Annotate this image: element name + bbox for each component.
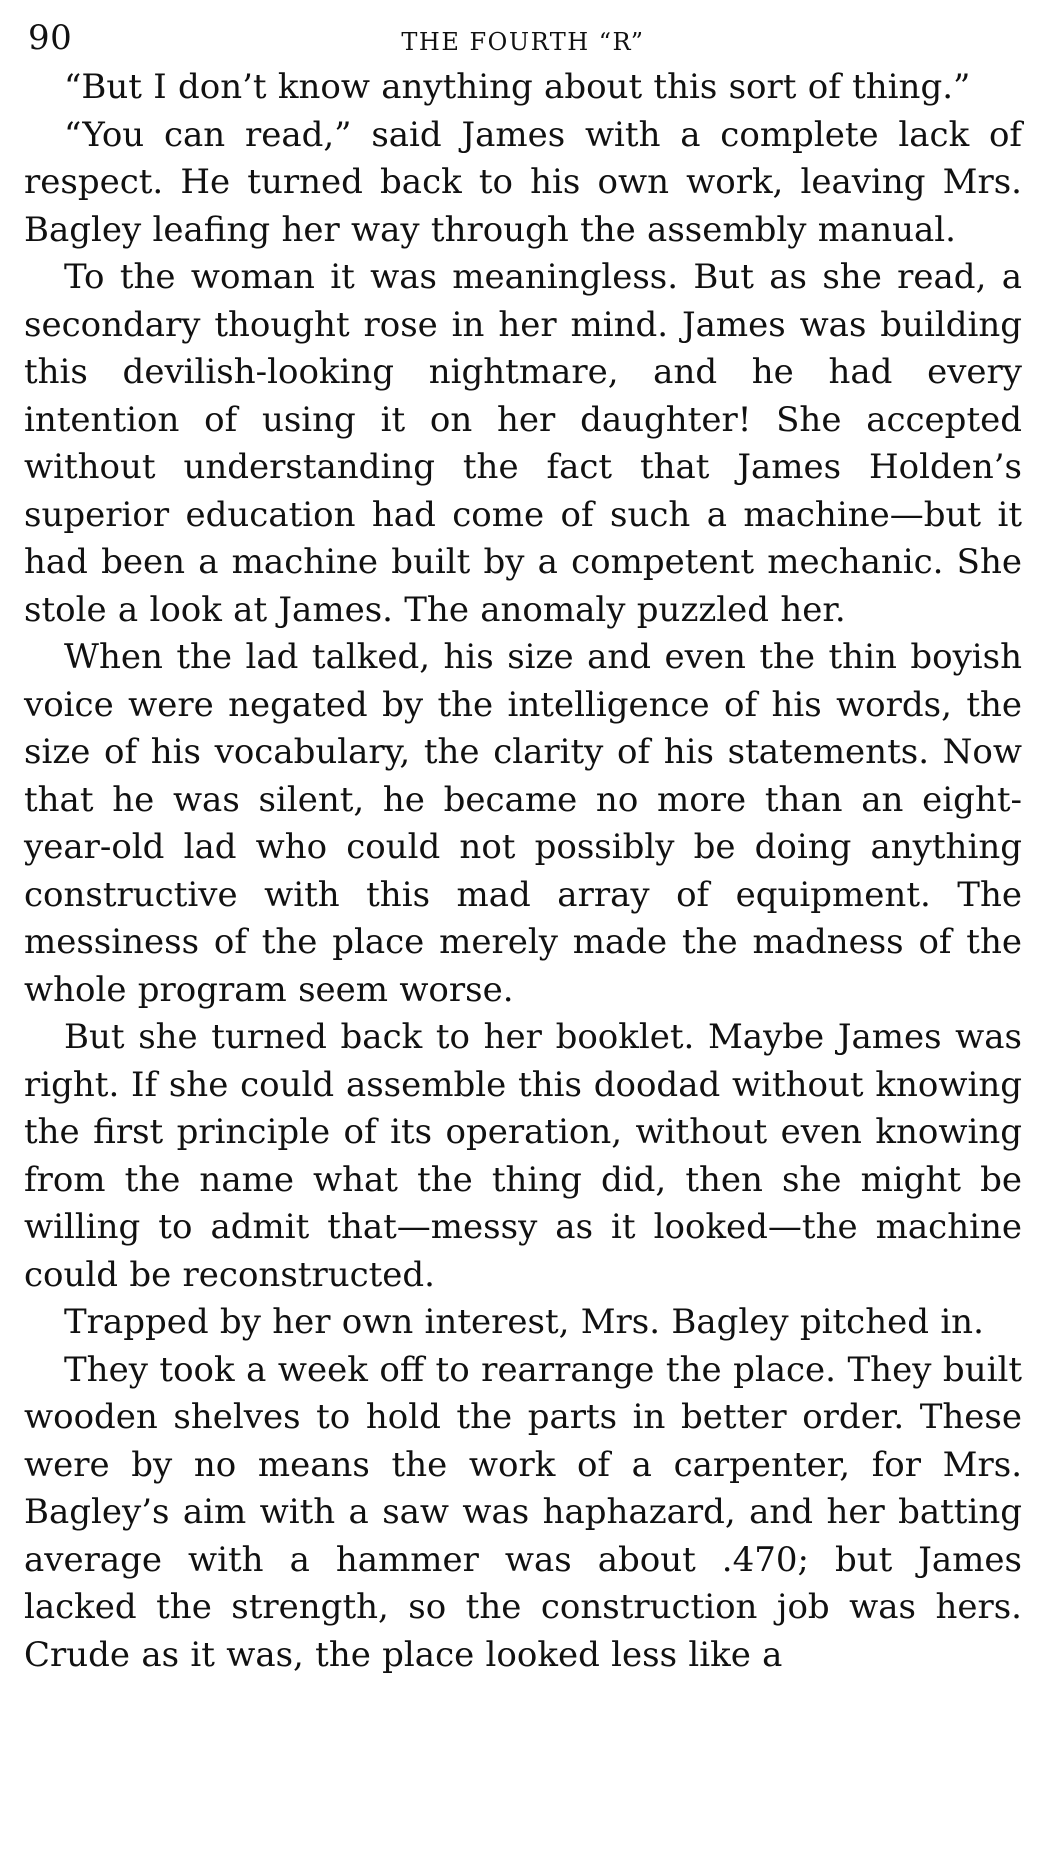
paragraph: To the woman it was meaningless. But as she read, a secondary thought rose in her mind. James was building this devilish-looking nightmare, and he had every intention of using it on her daughter! She accepted without understanding the fact that James Holden’s superior education had come of such a machine—but it had been a machine built by a competent mechanic. She stole a look at James. The anomaly puzzled her. (24, 257, 1022, 630)
paragraph: But she turned back to her booklet. Maybe James was right. If she could assemble this doodad without knowing the first principle of its operation, without even knowing from the name what the thing did, then she might be willing to admit that—messy as it looked—the machine could be reconstructed. (24, 1017, 1022, 1295)
paragraph: They took a week off to rearrange the place. They built wooden shelves to hold the parts in better order. These were by no means the work of a carpenter, for Mrs. Bagley’s aim with a saw was haphazard, and her batting average with a hammer was about .470; but James lacked the strength, so the construction job was hers. Crude as it was, the place looked less like a (24, 1349, 1022, 1675)
body-text (24, 64, 1022, 1679)
page-number: 90 (28, 18, 73, 58)
running-title: THE FOURTH “R” (401, 28, 645, 56)
paragraph: “You can read,” said James with a complete lack of respect. He turned back to his own work, leaving Mrs. Bagley leafing her way through the assembly manual. (24, 114, 1022, 250)
paragraph: When the lad talked, his size and even the thin boyish voice were negated by the intelligence of his words, the size of his vocabulary, the clarity of his statements. Now that he was silent, he became no more than an eight-year-old lad who could not possibly be doing anything constructive with this mad array of equipment. The messiness of the place merely made the madness of the whole program seem worse. (24, 637, 1022, 1010)
paragraph: Trapped by her own interest, Mrs. Bagley pitched in. (64, 1302, 984, 1342)
page-header (24, 14, 1022, 64)
paragraph: “But I don’t know anything about this sort of thing.” (64, 67, 971, 107)
